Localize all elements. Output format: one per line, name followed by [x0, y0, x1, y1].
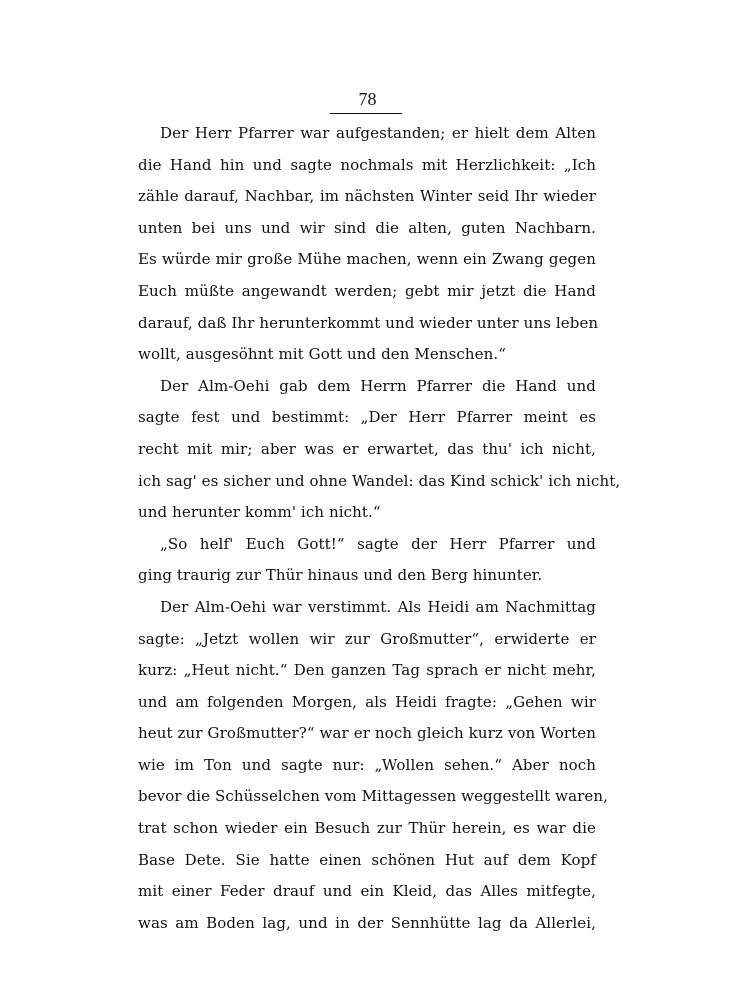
- text-line: „So helf' Euch Gott!“ sagte der Herr Pfarrer und: [160, 534, 596, 553]
- text-line: Base Dete. Sie hatte einen schönen Hut auf dem Kopf: [138, 850, 596, 869]
- text-line: darauf, daß Ihr herunterkommt und wieder unter uns leben: [138, 313, 599, 332]
- text-line: sagte: „Jetzt wollen wir zur Großmutter“, erwiderte er: [138, 629, 596, 648]
- text-line: und herunter komm' ich nicht.“: [138, 503, 381, 522]
- text-line: die Hand hin und sagte nochmals mit Herzlichkeit: „Ich: [138, 155, 596, 174]
- text-line: Der Herr Pfarrer war aufgestanden; er hielt dem Alten: [160, 124, 596, 142]
- text-line: heut zur Großmutter?“ war er noch gleich kurz von Worten: [138, 724, 596, 743]
- text-line: was am Boden lag, und in der Sennhütte lag da Allerlei,: [138, 913, 596, 932]
- text-line: Der Alm-Oehi gab dem Herrn Pfarrer die Hand und: [160, 376, 596, 395]
- body-text: [138, 118, 621, 939]
- text-line: Es würde mir große Mühe machen, wenn ein Zwang gegen: [138, 250, 596, 269]
- text-line: ich sag' es sicher und ohne Wandel: das Kind schick' ich nicht,: [138, 471, 621, 490]
- text-line: ging traurig zur Thür hinaus und den Berg hinunter.: [138, 566, 543, 585]
- text-line: wie im Ton und sagte nur: „Wollen sehen.“ Aber noch: [138, 755, 596, 774]
- text-line: wollt, ausgesöhnt mit Gott und den Menschen.“: [138, 345, 507, 364]
- text-line: trat schon wieder ein Besuch zur Thür herein, es war die: [138, 819, 596, 838]
- text-line: zähle darauf, Nachbar, im nächsten Winter seid Ihr wieder: [138, 187, 596, 206]
- text-line: bevor die Schüsselchen vom Mittagessen weggestellt waren,: [138, 787, 608, 806]
- text-line: und am folgenden Morgen, als Heidi fragte: „Gehen wir: [138, 692, 596, 711]
- text-line: kurz: „Heut nicht.“ Den ganzen Tag sprach er nicht mehr,: [138, 661, 596, 680]
- text-line: sagte fest und bestimmt: „Der Herr Pfarrer meint es: [138, 408, 596, 427]
- text-line: unten bei uns und wir sind die alten, guten Nachbarn.: [138, 218, 596, 237]
- text-line: Der Alm-Oehi war verstimmt. Als Heidi am Nachmittag: [160, 597, 596, 616]
- text-line: mit einer Feder drauf und ein Kleid, das Alles mitfegte,: [138, 882, 596, 901]
- text-line: Euch müßte angewandt werden; gebt mir jetzt die Hand: [138, 281, 596, 300]
- text-line: recht mit mir; aber was er erwartet, das thu' ich nicht,: [138, 439, 596, 458]
- page-number: 78: [358, 89, 377, 109]
- page-number-rule: [330, 113, 402, 114]
